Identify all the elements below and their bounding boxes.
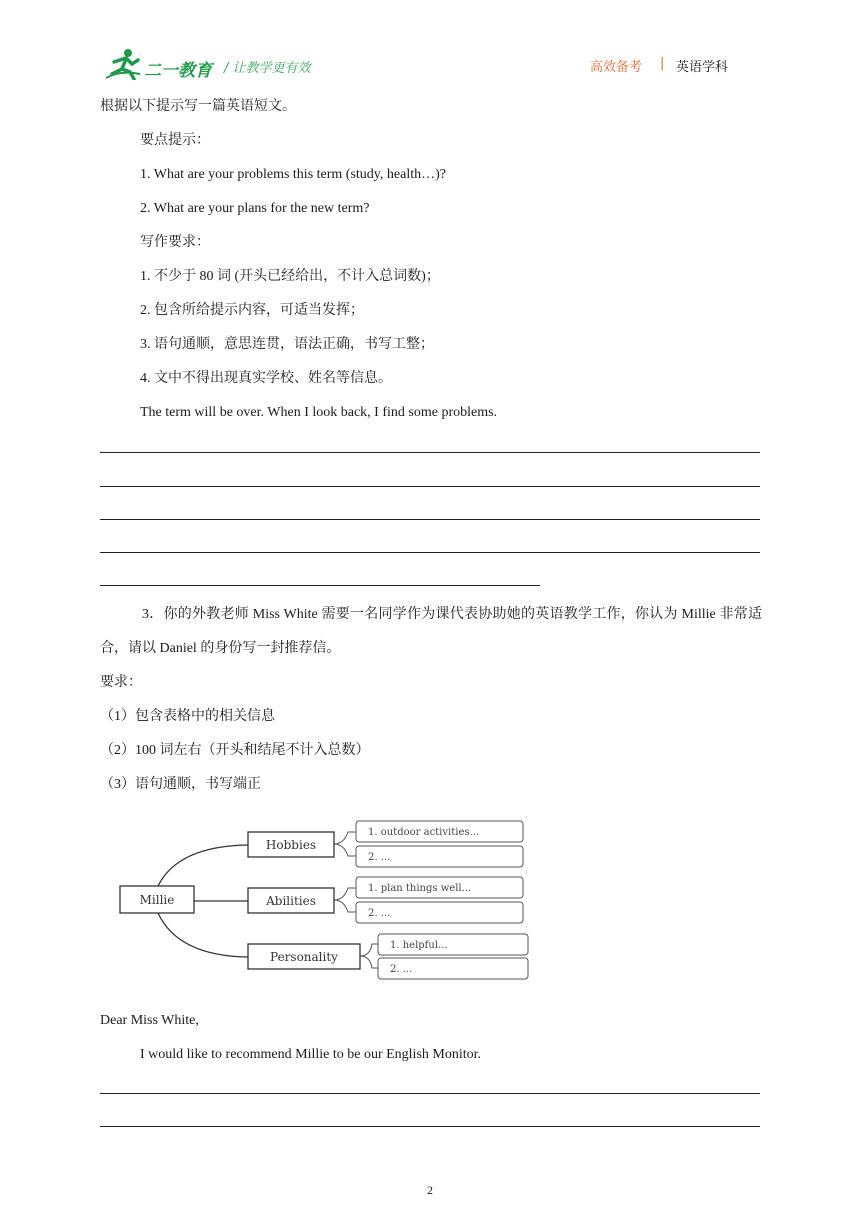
task3-req-title: 要求： bbox=[100, 675, 142, 690]
mind-map-connector bbox=[360, 956, 378, 968]
task2-point-2: 2. What are your plans for the new term? bbox=[140, 201, 370, 216]
mind-map-connector bbox=[334, 900, 356, 912]
task2-points-title: 要点提示： bbox=[140, 133, 210, 148]
letter-opening: I would like to recommend Millie to be our English Monitor. bbox=[140, 1047, 482, 1062]
mind-map-connector bbox=[158, 845, 248, 886]
mind-map-connector bbox=[360, 944, 378, 956]
task2-req-1: 1. 不少于 80 词 (开头已经给出，不计入总词数)； bbox=[140, 269, 440, 284]
mind-map-item-label: 2. ... bbox=[390, 964, 413, 975]
letter-salutation: Dear Miss White, bbox=[100, 1013, 199, 1028]
header-separator: | bbox=[660, 56, 665, 71]
header-tag-exam: 高效备考 bbox=[590, 60, 643, 75]
task2-req-3: 3. 语句通顺，意思连贯，语法正确，书写工整； bbox=[140, 337, 434, 352]
answer-line[interactable] bbox=[100, 1126, 760, 1127]
task3-req-3: （3）语句通顺，书写端正 bbox=[100, 777, 261, 792]
mind-map-branch-label: Abilities bbox=[266, 894, 316, 908]
header-tag-subject: 英语学科 bbox=[676, 60, 729, 75]
mind-map-item-label: 2. ... bbox=[368, 908, 391, 919]
mind-map-item-label: 1. outdoor activities... bbox=[368, 827, 480, 838]
task2-req-2: 2. 包含所给提示内容，可适当发挥； bbox=[140, 303, 364, 318]
mind-map-item-label: 1. plan things well... bbox=[368, 883, 472, 894]
mind-map-center-label: Millie bbox=[139, 893, 175, 907]
mind-map-item-label: 2. ... bbox=[368, 852, 391, 863]
brand-slogan: / 让教学更有效 bbox=[224, 61, 311, 76]
task2-req-4: 4. 文中不得出现真实学校、姓名等信息。 bbox=[140, 371, 392, 386]
task2-opening: The term will be over. When I look back, I find some problems. bbox=[140, 405, 498, 420]
mind-map-connector bbox=[158, 913, 248, 957]
mind-map-connector bbox=[334, 888, 356, 900]
task3-prompt: 3．你的外教老师 Miss White 需要一名同学作为课代表协助她的英语教学工作，你认为 Millie 非常适合，请以 Daniel 的身份写一封推荐信。 bbox=[100, 607, 762, 656]
mind-map-item-label: 1. helpful... bbox=[390, 940, 448, 951]
mind-map-connector bbox=[334, 832, 356, 844]
mind-map-connector bbox=[334, 844, 356, 856]
task3-req-2: （2）100 词左右（开头和结尾不计入总数） bbox=[100, 743, 370, 758]
answer-line[interactable] bbox=[100, 1093, 760, 1094]
page-number: 2 bbox=[427, 1183, 433, 1197]
task2-intro: 根据以下提示写一篇英语短文。 bbox=[100, 99, 296, 114]
task2-req-title: 写作要求： bbox=[140, 235, 210, 250]
brand-name: 二一教育 bbox=[144, 61, 212, 80]
task3-req-1: （1）包含表格中的相关信息 bbox=[100, 709, 275, 724]
mind-map-branch-label: Personality bbox=[270, 950, 338, 964]
task2-point-1: 1. What are your problems this term (study, health…)? bbox=[140, 167, 446, 182]
mind-map-branch-label: Hobbies bbox=[265, 838, 317, 852]
